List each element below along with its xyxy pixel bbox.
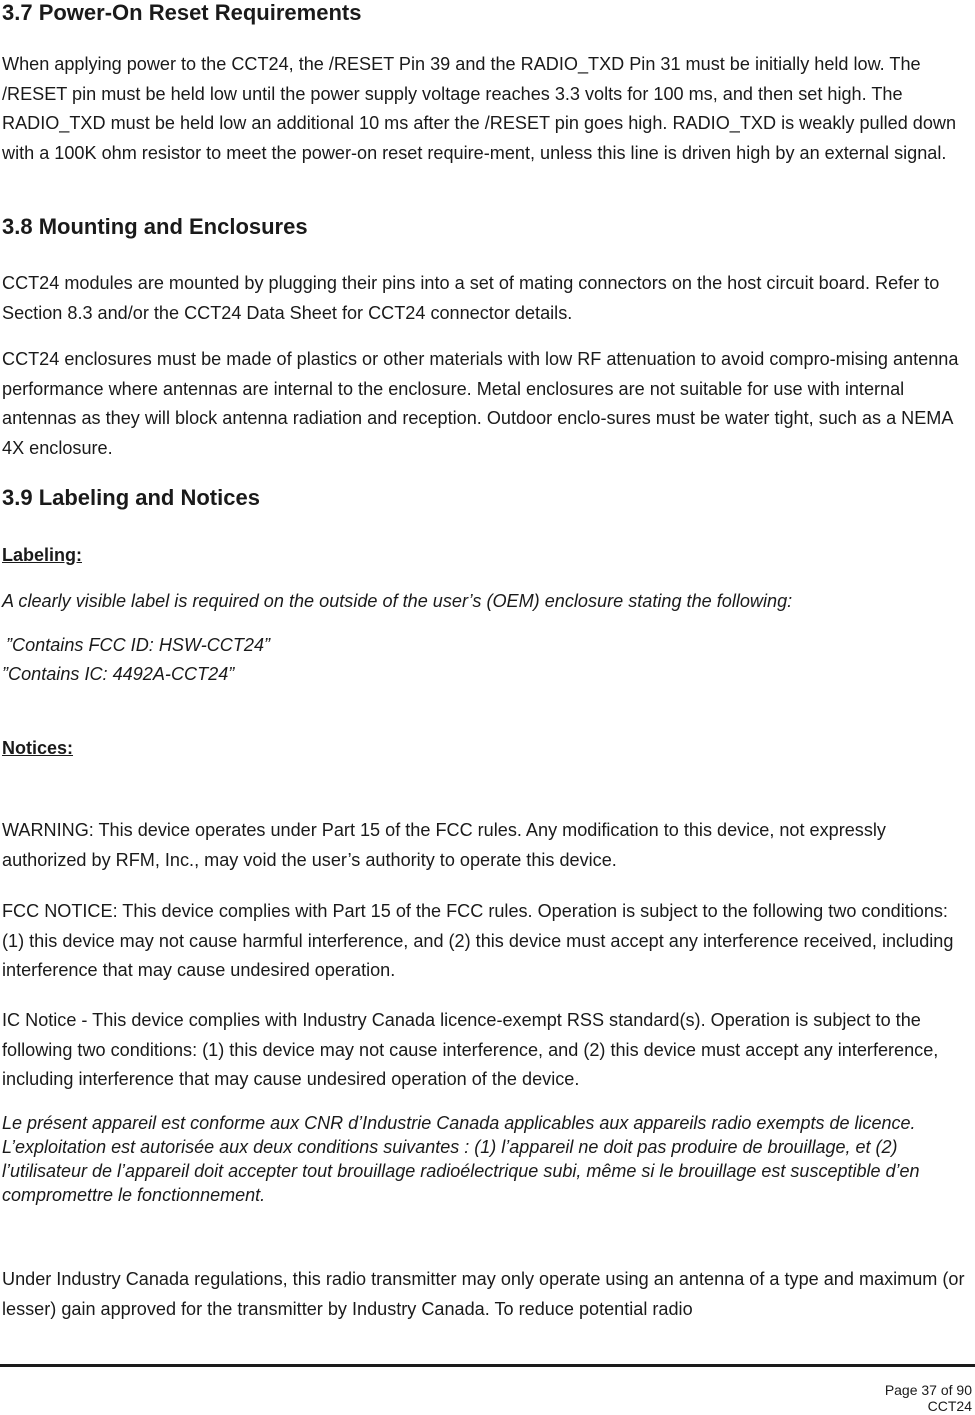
fcc-id-line: ”Contains FCC ID: HSW-CCT24” — [6, 635, 271, 655]
heading-power-on-reset: 3.7 Power-On Reset Requirements — [2, 0, 362, 25]
labeling-label: Labeling: — [2, 545, 82, 565]
labeling-text: A clearly visible label is required on the outside of the user’s (OEM) enclosure stating the following: — [2, 591, 793, 611]
document-name: CCT24 — [927, 1398, 972, 1414]
french-notice-paragraph: Le présent appareil est conforme aux CNR d’Industrie Canada applicables aux appareils radio exempts de licence. L’exploitation est autorisée aux deux conditions suivantes : (1) l’appareil ne doit pas produire de brouillage, et (2) l’utilisateur de l’appareil doit accepter tout brouillage radioélectrique subi, même si le brouillage est susceptible d’en compromettre le fonctionnement. — [2, 1113, 920, 1205]
warning-paragraph: WARNING: This device operates under Part 15 of the FCC rules. Any modification to this device, not expressly authorized by RFM, Inc., may void the user’s authority to operate this device. — [2, 820, 886, 870]
heading-labeling-notices: 3.9 Labeling and Notices — [2, 485, 260, 510]
footer-divider — [0, 1364, 975, 1367]
fcc-notice-paragraph: FCC NOTICE: This device complies with Part 15 of the FCC rules. Operation is subject to the following two conditions: (1) this device may not cause harmful interference, and (2) this device must accept any interference received, including interference that may cause undesired operation. — [2, 901, 954, 980]
ic-notice-paragraph: IC Notice - This device complies with Industry Canada licence-exempt RSS standard(s). Operation is subject to the following two conditions: (1) this device may not cause interference, and (2) this device must accept any interference, including interference that may cause undesired operation of the device. — [2, 1010, 939, 1089]
heading-mounting-enclosures: 3.8 Mounting and Enclosures — [2, 214, 308, 239]
page-number: Page 37 of 90 — [884, 1382, 972, 1398]
paragraph-mounting: CCT24 modules are mounted by plugging their pins into a set of mating connectors on the host circuit board. Refer to Section 8.3 and/or the CCT24 Data Sheet for CCT24 connector details. — [2, 273, 940, 323]
notices-label: Notices: — [2, 738, 74, 758]
page-footer — [885, 1382, 972, 1414]
ic-id-line: ”Contains IC: 4492A-CCT24” — [2, 664, 235, 684]
paragraph-power-on-reset: When applying power to the CCT24, the /RESET Pin 39 and the RADIO_TXD Pin 31 must be initially held low. The /RESET pin must be held low until the power supply voltage reaches 3.3 volts for 100 ms, and then set high. The RADIO_TXD must be held low an additional 10 ms after the /RESET pin goes high. RADIO_TXD is weakly pulled down with a 100K ohm resistor to meet the power-on reset require-ment, unless this line is driven high by an external signal. — [2, 54, 957, 163]
paragraph-enclosures: CCT24 enclosures must be made of plastics or other materials with low RF attenuation to avoid compro-mising antenna performance where antennas are internal to the enclosure. Metal enclosures are not suitable for use with internal antennas as they will block antenna radiation and reception. Outdoor enclo-sures must be water tight, such as a NEMA 4X enclosure. — [2, 349, 959, 458]
antenna-paragraph: Under Industry Canada regulations, this radio transmitter may only operate using an antenna of a type and maximum (or lesser) gain approved for the transmitter by Industry Canada. To reduce potential radio — [2, 1269, 965, 1319]
